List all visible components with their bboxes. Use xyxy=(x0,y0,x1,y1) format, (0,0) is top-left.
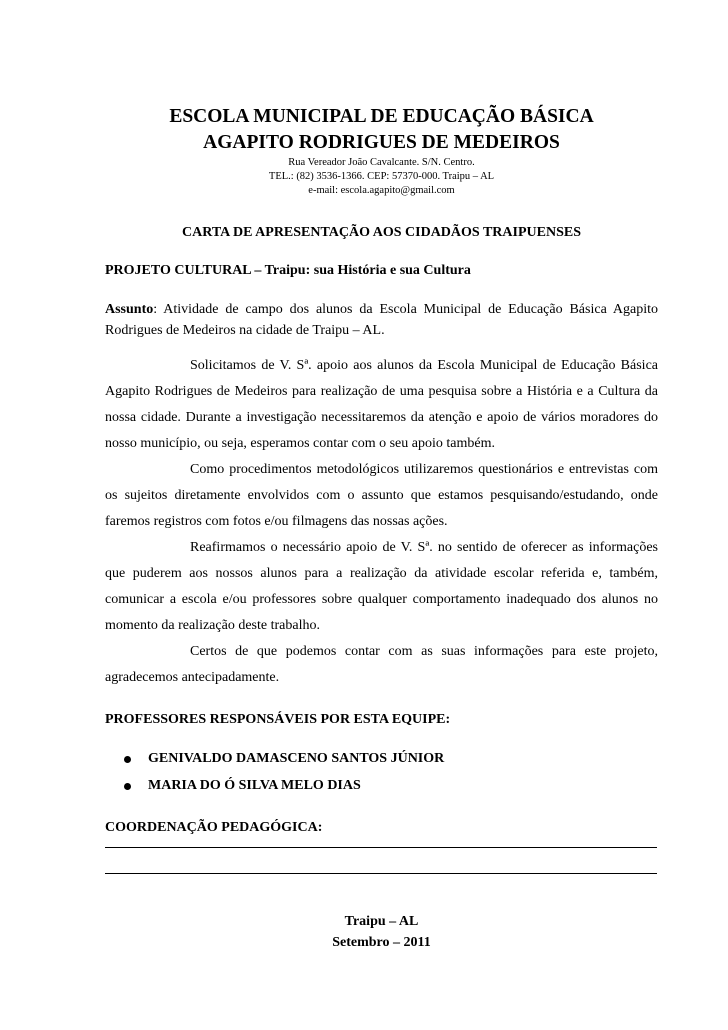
professors-list xyxy=(105,749,444,803)
body-paragraph: Reafirmamos o necessário apoio de V. Sª. no sentido de oferecer as informações que puderem aos nossos alunos para a realização da atividade escolar referida e, também, comunicar a escola e/ou professores sobre qualquer comportamento inadequado dos alunos no momento da realização deste trabalho. xyxy=(105,540,658,633)
list-item xyxy=(105,776,444,803)
subject-label: Assunto xyxy=(105,302,154,317)
school-email: e-mail: escola.agapito@gmail.com xyxy=(308,185,455,196)
signature-line xyxy=(105,873,657,874)
letter-body xyxy=(105,353,658,691)
professors-heading: PROFESSORES RESPONSÁVEIS POR ESTA EQUIPE: xyxy=(105,712,451,727)
subject-text: : Atividade de campo dos alunos da Escola Municipal de Educação Básica Agapito Rodrigues de Medeiros na cidade de Traipu – AL. xyxy=(105,302,658,338)
body-paragraph: Solicitamos de V. Sª. apoio aos alunos da Escola Municipal de Educação Básica Agapito Rodrigues de Medeiros para realização de uma pesquisa sobre a História e a Cultura da nossa cidade. Durante a investigação necessitaremos da atenção e apoio de vários moradores do nosso município, ou seja, esperamos contar com o seu apoio também. xyxy=(105,358,658,451)
school-name-line1: ESCOLA MUNICIPAL DE EDUCAÇÃO BÁSICA xyxy=(169,106,594,127)
body-paragraph: Como procedimentos metodológicos utilizaremos questionários e entrevistas com os sujeitos diretamente envolvidos com o assunto que estamos pesquisando/estudando, onde faremos registros com fotos e/ou filmagens das nossas ações. xyxy=(105,462,658,529)
footer-date: Setembro – 2011 xyxy=(332,935,431,950)
professor-name: MARIA DO Ó SILVA MELO DIAS xyxy=(148,778,361,793)
project-title: PROJETO CULTURAL – Traipu: sua História e sua Cultura xyxy=(105,263,471,278)
footer-place: Traipu – AL xyxy=(344,914,419,929)
coordination-heading: COORDENAÇÃO PEDAGÓGICA: xyxy=(105,820,323,835)
body-paragraph: Certos de que podemos contar com as suas informações para este projeto, agradecemos antecipadamente. xyxy=(105,644,658,685)
school-name-line2: AGAPITO RODRIGUES DE MEDEIROS xyxy=(203,132,560,153)
school-contact: TEL.: (82) 3536-1366. CEP: 57370-000. Traipu – AL xyxy=(268,171,495,182)
bullet-icon xyxy=(124,783,131,790)
list-item xyxy=(105,749,444,776)
professor-name: GENIVALDO DAMASCENO SANTOS JÚNIOR xyxy=(148,751,445,766)
letter-page xyxy=(105,0,658,1030)
letter-title: CARTA DE APRESENTAÇÃO AOS CIDADÃOS TRAIPUENSES xyxy=(182,225,581,240)
school-address: Rua Vereador João Cavalcante. S/N. Centro. xyxy=(288,157,475,168)
signature-line xyxy=(105,847,657,848)
bullet-icon xyxy=(124,756,131,763)
subject-block xyxy=(105,300,658,341)
